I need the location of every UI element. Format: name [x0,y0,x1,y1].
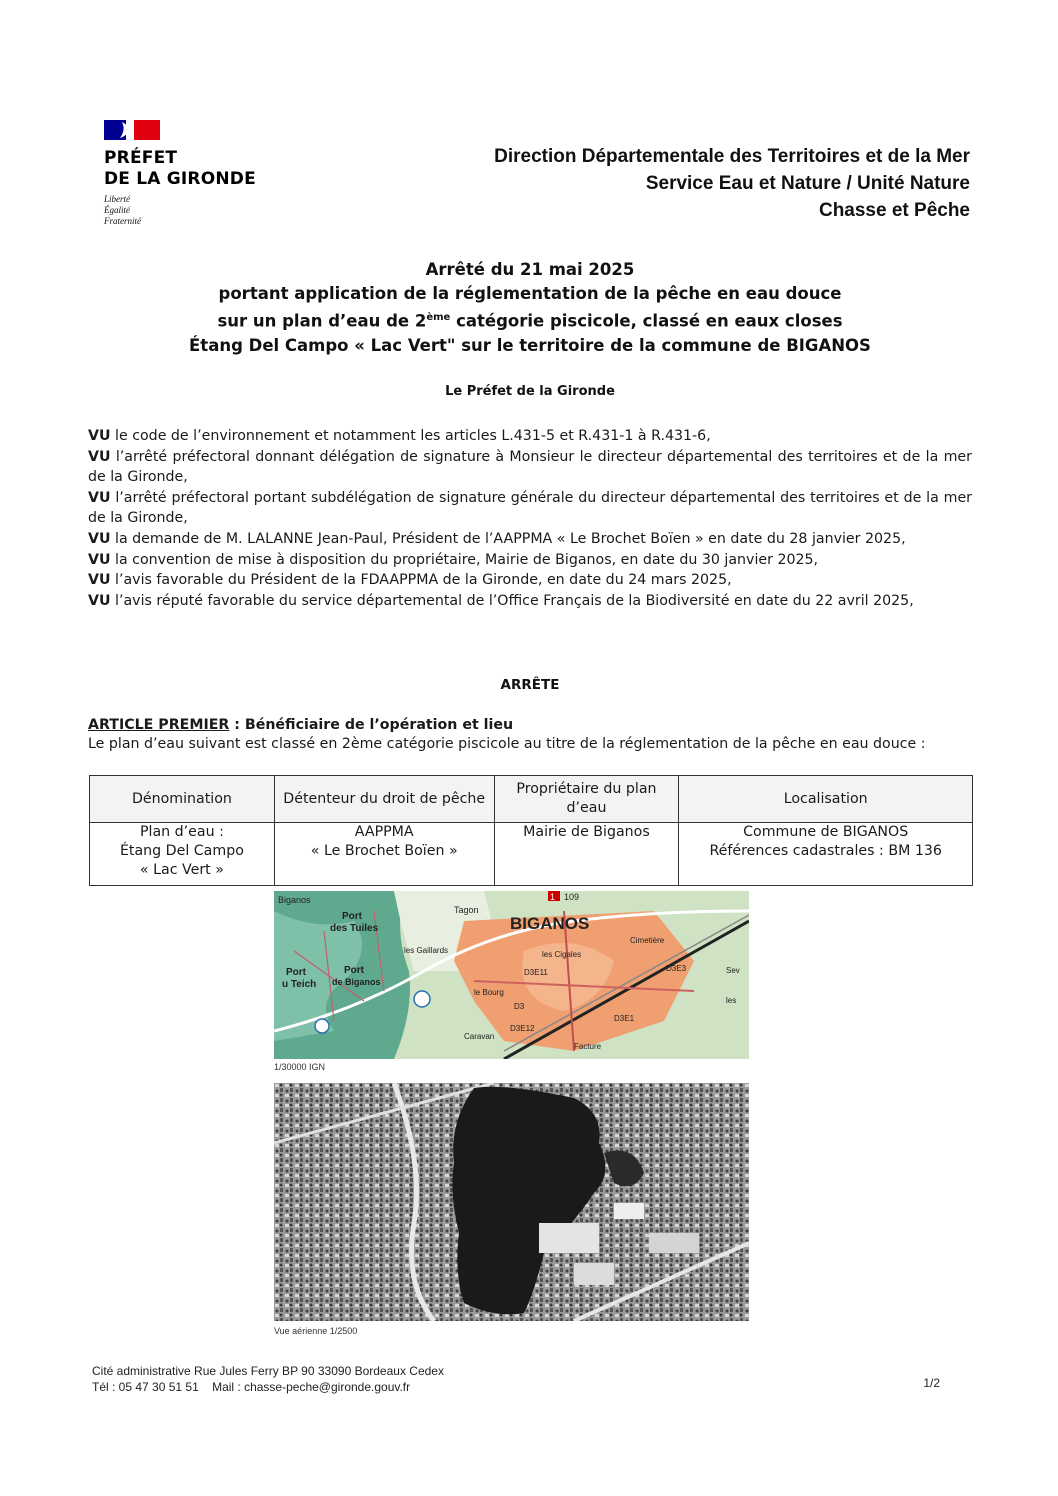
map-label: les [726,996,737,1005]
footer-address: Cité administrative Rue Jules Ferry BP 90 33090 Bordeaux Cedex [92,1364,444,1378]
department-name: Direction Départementale des Territoires et de la Mer [494,146,970,167]
table-header-row [90,776,973,823]
footer-contact [92,1363,444,1395]
table-row [90,823,973,886]
prefet-line2: DE LA GIRONDE [104,169,256,189]
motto-egalite: Égalité [104,205,130,215]
map-label: le Bourg [474,988,504,997]
map-label: Sev [726,966,740,975]
aerial-view-caption: Vue aérienne 1/2500 [274,1326,358,1336]
map-label: Facture [574,1042,602,1051]
prefet-heading: Le Préfet de la Gironde [445,384,615,399]
map-label: D3E12 [510,1024,535,1033]
ign-map-caption: 1/30000 IGN [274,1062,326,1072]
map-label: Cimetière [630,936,665,945]
visa-item: VU la demande de M. LALANNE Jean-Paul, Président de l’AAPPMA « Le Brochet Boïen » en date du 28 janvier 2025, [88,530,906,547]
visa-item: VU la convention de mise à disposition du propriétaire, Mairie de Biganos, en date du 30 janvier 2025, [88,551,819,568]
map-label: Port [286,967,306,978]
prefet-line1: PRÉFET [104,148,178,168]
aerial-view-image [274,1083,749,1321]
map-label: Biganos [278,895,311,905]
decree-title [88,258,972,358]
footer-phone-mail: Tél : 05 47 30 51 51 Mail : chasse-peche@gironde.gouv.fr [92,1380,411,1394]
decree-subject-line1: portant application de la réglementation de la pêche en eau douce [218,284,842,303]
page-number: 1/2 [923,1376,940,1390]
map-label: Caravan [464,1032,495,1041]
decree-subject-line2: sur un plan d’eau de 2ème catégorie piscicole, classé en eaux closes [217,311,843,331]
department-header [494,143,970,224]
waterbody-table [89,775,973,886]
column-header: Localisation [679,776,973,823]
unit-name: Chasse et Pêche [818,200,970,221]
article-text: Le plan d’eau suivant est classé en 2ème catégorie piscicole au titre de la réglementation de la pêche en eau douce : [88,736,926,752]
table-cell-owner: Mairie de Biganos [494,823,679,886]
decree-subject-line3: Étang Del Campo « Lac Vert" sur le territoire de la commune de BIGANOS [189,335,871,355]
article-heading: ARTICLE PREMIER : Bénéficiaire de l’opération et lieu [88,717,514,733]
table-cell-holder: AAPPMA « Le Brochet Boïen » [274,823,494,886]
visa-item: VU l’arrêté préfectoral portant subdélégation de signature générale du directeur départemental des territoires et de la mer de la Gironde, [88,489,972,527]
map-label: de Biganos [332,977,381,987]
motto-liberte: Liberté [104,194,130,204]
column-header: Dénomination [90,776,275,823]
prefet-logo-text [104,148,256,190]
visas-list [88,426,972,611]
map-label: D3E11 [524,968,548,977]
map-label: D3 [514,1002,525,1011]
visa-item: VU l’avis favorable du Président de la FDAAPPMA de la Gironde, en date du 24 mars 2025, [88,572,732,589]
map-label: u Teich [282,979,317,990]
visa-item: VU l’avis réputé favorable du service départemental de l’Office Français de la Biodiversité en date du 22 avril 2025, [88,592,914,609]
map-label: des Tuiles [330,923,379,934]
republic-motto [104,194,141,227]
map-label: 109 [564,892,580,902]
map-label: Port [342,911,362,922]
decree-date: Arrêté du 21 mai 2025 [425,260,635,279]
map-label: Port [344,965,364,976]
arrete-heading: ARRÊTE [500,677,560,693]
map-label: Tagon [454,905,479,915]
table-cell-location: Commune de BIGANOS Références cadastrales : BM 136 [679,823,973,886]
column-header: Détenteur du droit de pêche [274,776,494,823]
column-header: Propriétaire du plan d’eau [494,776,679,823]
article-premier [88,716,972,754]
visa-item: VU l’arrêté préfectoral donnant délégation de signature à Monsieur le directeur départemental des territoires et de la mer de la Gironde, [88,448,972,486]
map-label: D3E1 [614,1014,635,1023]
visa-item: VU le code de l’environnement et notamment les articles L.431-5 et R.431-1 à R.431-6, [88,428,711,444]
map-label: D3E3 [666,964,687,973]
map-label: 1 [550,892,556,902]
map-label-biganos: BIGANOS [510,914,590,933]
table-cell-denomination: Plan d’eau : Étang Del Campo « Lac Vert » [90,823,275,886]
marianne-flag-logo [104,120,160,140]
map-label: les Gaillards [404,946,449,955]
ign-map-image [274,891,749,1059]
motto-fraternite: Fraternité [104,216,141,226]
map-label: les Cigales [542,950,582,959]
service-name: Service Eau et Nature / Unité Nature [645,173,970,194]
